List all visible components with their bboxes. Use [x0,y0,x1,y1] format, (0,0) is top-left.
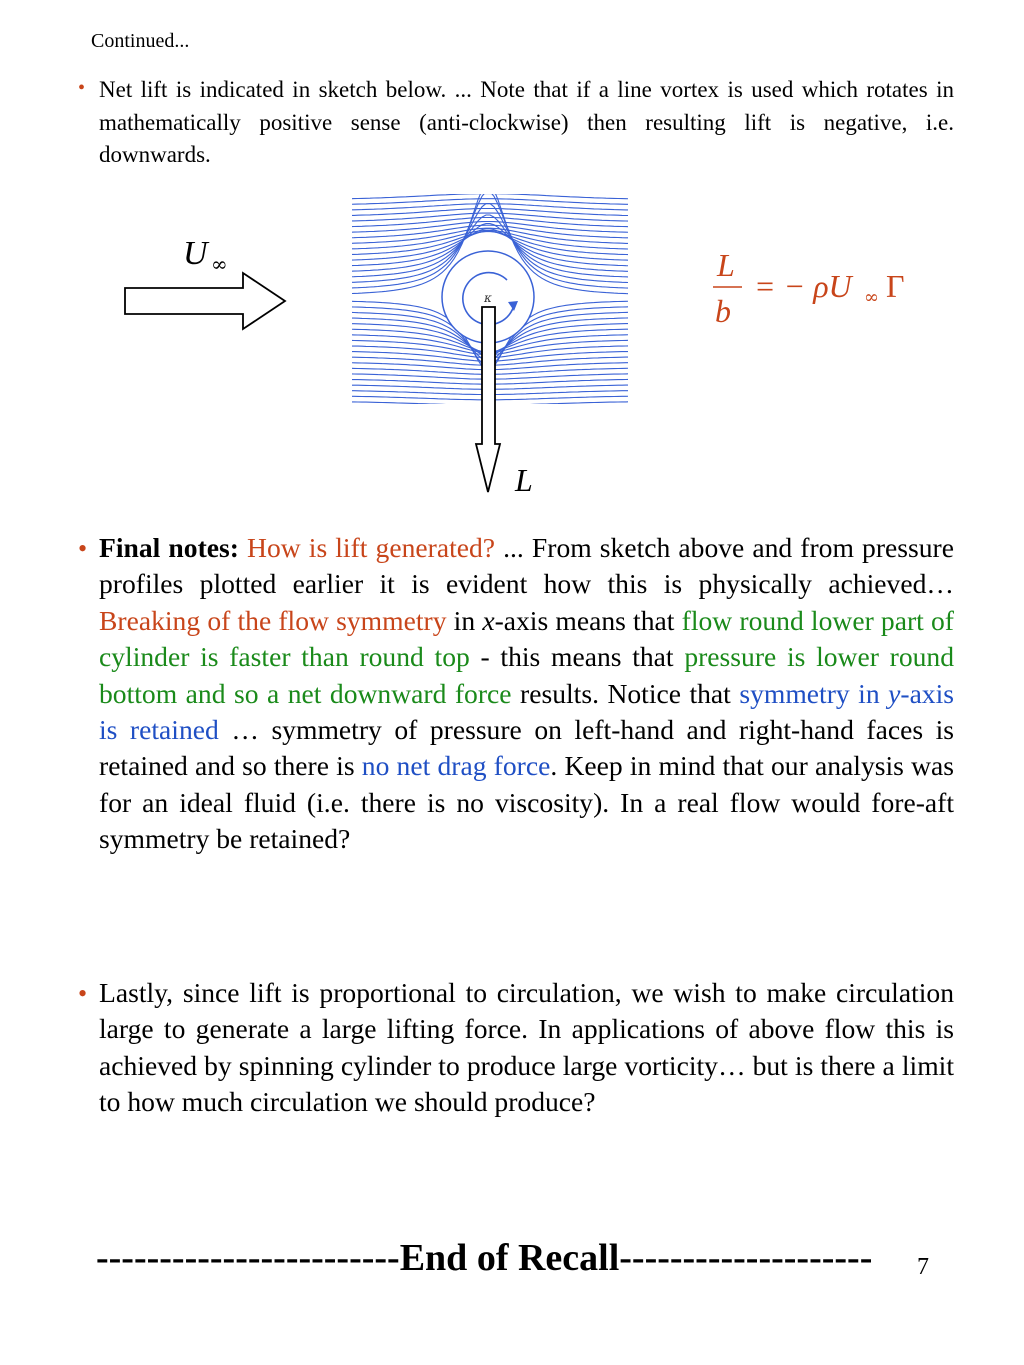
eq-denominator: b [715,293,731,329]
text-run: - this means that [469,641,685,673]
vortex-label: κ [484,291,492,305]
faster-flow-highlight: flow round lower part of cylinder is faster than round top [99,604,954,673]
bullet-1-text: Net lift is indicated in sketch below. ... Note that if a line vortex is used which rotates in mathematically positive sense (anti-clockwise) then resulting lift is negative, i.e. downwards. [99,77,954,167]
text-run: … symmetry of pressure on left-hand and right-hand faces is retained and so there is [99,714,954,782]
lower-pressure-highlight: pressure is lower round bottom and so a net downward force [99,641,955,709]
bullet-3 [78,975,954,1121]
freestream-arrow-icon [125,273,285,329]
end-of-recall-footer: ------------------------End of Recall-------------------- [96,1237,873,1279]
lift-label: L [515,462,533,498]
streamline [350,188,630,193]
bullet-3-text: Lastly, since lift is proportional to circulation, we wish to make circulation large to generate a large lifting force. In applications of above flow this is achieved by spinning cylinder to produce large vorticity… but is there a limit to how much circulation we should produce? [99,977,954,1118]
bullet-1 [78,74,954,172]
streamline [350,194,630,199]
text-run: ... From sketch above and from pressure profiles plotted earlier it is evident how this is physically achieved… [99,532,954,600]
streamline [350,204,630,210]
y-variable: y [888,677,901,709]
flow-sketch [0,180,1024,510]
bullet-marker: • [78,534,88,563]
eq-rhs-gamma: Γ [886,268,905,304]
symmetry-breaking-highlight: Breaking of the flow symmetry [99,604,447,636]
bullet-marker: • [78,979,88,1008]
bullet-marker: • [78,77,86,99]
text-run: -axis is retained [99,677,955,746]
streamline [350,209,630,216]
eq-rhs-subscript: ∞ [864,287,879,308]
text-run: symmetry in [739,677,889,709]
eq-rhs: = − ρU [754,268,852,304]
continued-label: Continued... [91,30,190,52]
text-run: . Keep in mind that our analysis was for an ideal fluid (i.e. there is no viscosity). In a real flow would fore-aft symmetry be retained? [99,750,954,855]
text-run: -axis means that [494,604,682,636]
page-number: 7 [917,1254,929,1280]
final-notes-heading: Final notes: [99,532,239,563]
no-drag-highlight: no net drag force [361,750,551,782]
freestream-label: U [183,235,208,272]
eq-numerator: L [717,247,735,283]
lift-equation [713,247,905,329]
bullet-2-text [99,530,954,858]
text-run: results. Notice that [511,677,740,709]
bullet-2 [78,530,954,858]
streamline [350,230,630,249]
lift-question: How is lift generated? [247,532,496,563]
freestream-subscript: ∞ [211,252,228,276]
x-variable: x [482,604,495,636]
lift-figure [0,180,1024,510]
text-run: in [446,604,483,636]
